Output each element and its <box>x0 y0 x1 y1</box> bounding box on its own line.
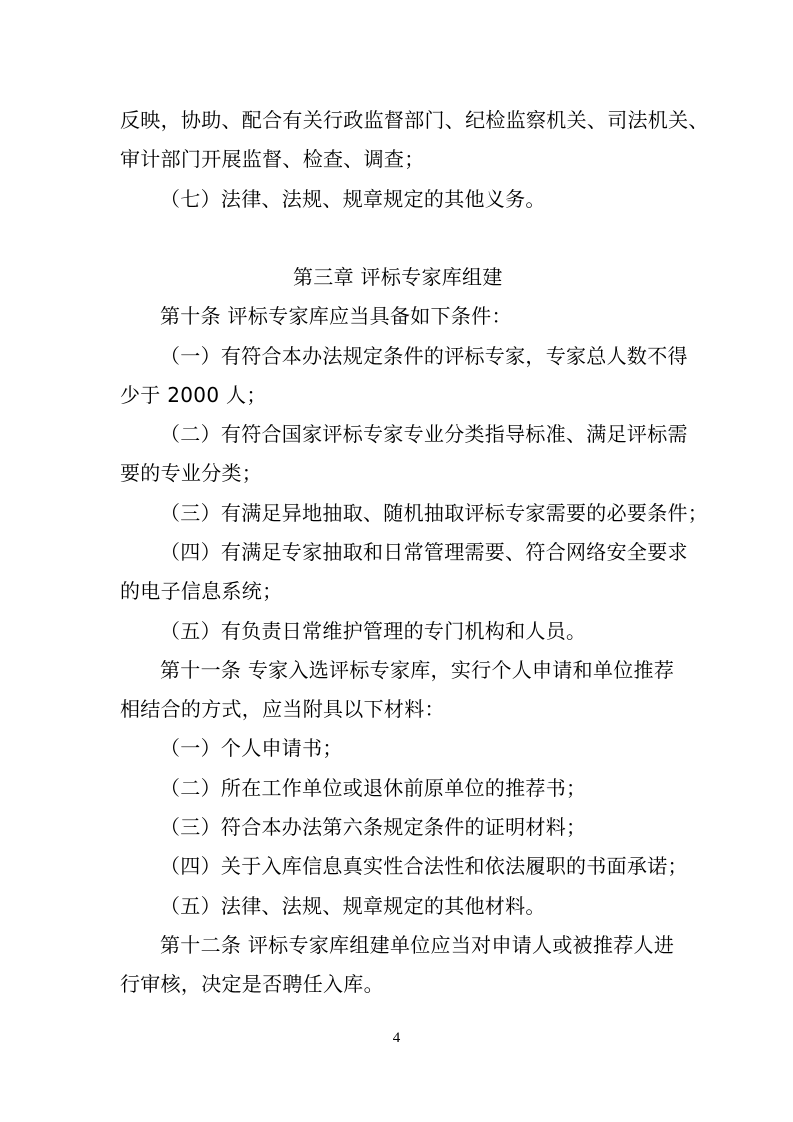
page-number: 4 <box>392 1030 401 1046</box>
text-line: （三）符合本办法第六条规定条件的证明材料； <box>160 815 587 839</box>
text-line: 的电子信息系统； <box>120 579 283 603</box>
text-line: （五）法律、法规、规章规定的其他材料。 <box>160 894 546 918</box>
text-line: （一）个人申请书； <box>160 736 343 760</box>
text-line: （五）有负责日常维护管理的专门机构和人员。 <box>160 619 587 643</box>
text-line: （二）有符合国家评标专家专业分类指导标准、满足评标需 <box>160 422 688 446</box>
text-line: （四）关于入库信息真实性合法性和依法履职的书面承诺； <box>160 854 688 878</box>
article-line: 第十二条 评标专家库组建单位应当对申请人或被推荐人进 <box>160 933 675 957</box>
text-line: 反映，协助、配合有关行政监督部门、纪检监察机关、司法机关、 <box>120 108 709 132</box>
text-line: 要的专业分类； <box>120 461 263 485</box>
text-line: （二）所在工作单位或退休前原单位的推荐书； <box>160 776 587 800</box>
text-line: 审计部门开展监督、检查、调查； <box>120 147 425 171</box>
text-line: 少于 2000 人； <box>120 383 267 407</box>
text-line: （七）法律、法规、规章规定的其他义务。 <box>160 187 546 211</box>
text-line: （三）有满足异地抽取、随机抽取评标专家需要的必要条件； <box>160 501 709 525</box>
article-line: 第十条 评标专家库应当具备如下条件： <box>160 304 512 328</box>
text-line: 行审核，决定是否聘任入库。 <box>120 972 384 996</box>
article-line: 第十一条 专家入选评标专家库，实行个人申请和单位推荐 <box>160 658 675 682</box>
text-line: （一）有符合本办法规定条件的评标专家，专家总人数不得 <box>160 344 688 368</box>
text-line: 相结合的方式，应当附具以下材料： <box>120 697 445 721</box>
text-line: （四）有满足专家抽取和日常管理需要、符合网络安全要求 <box>160 540 688 564</box>
chapter-heading: 第三章 评标专家库组建 <box>293 265 503 289</box>
